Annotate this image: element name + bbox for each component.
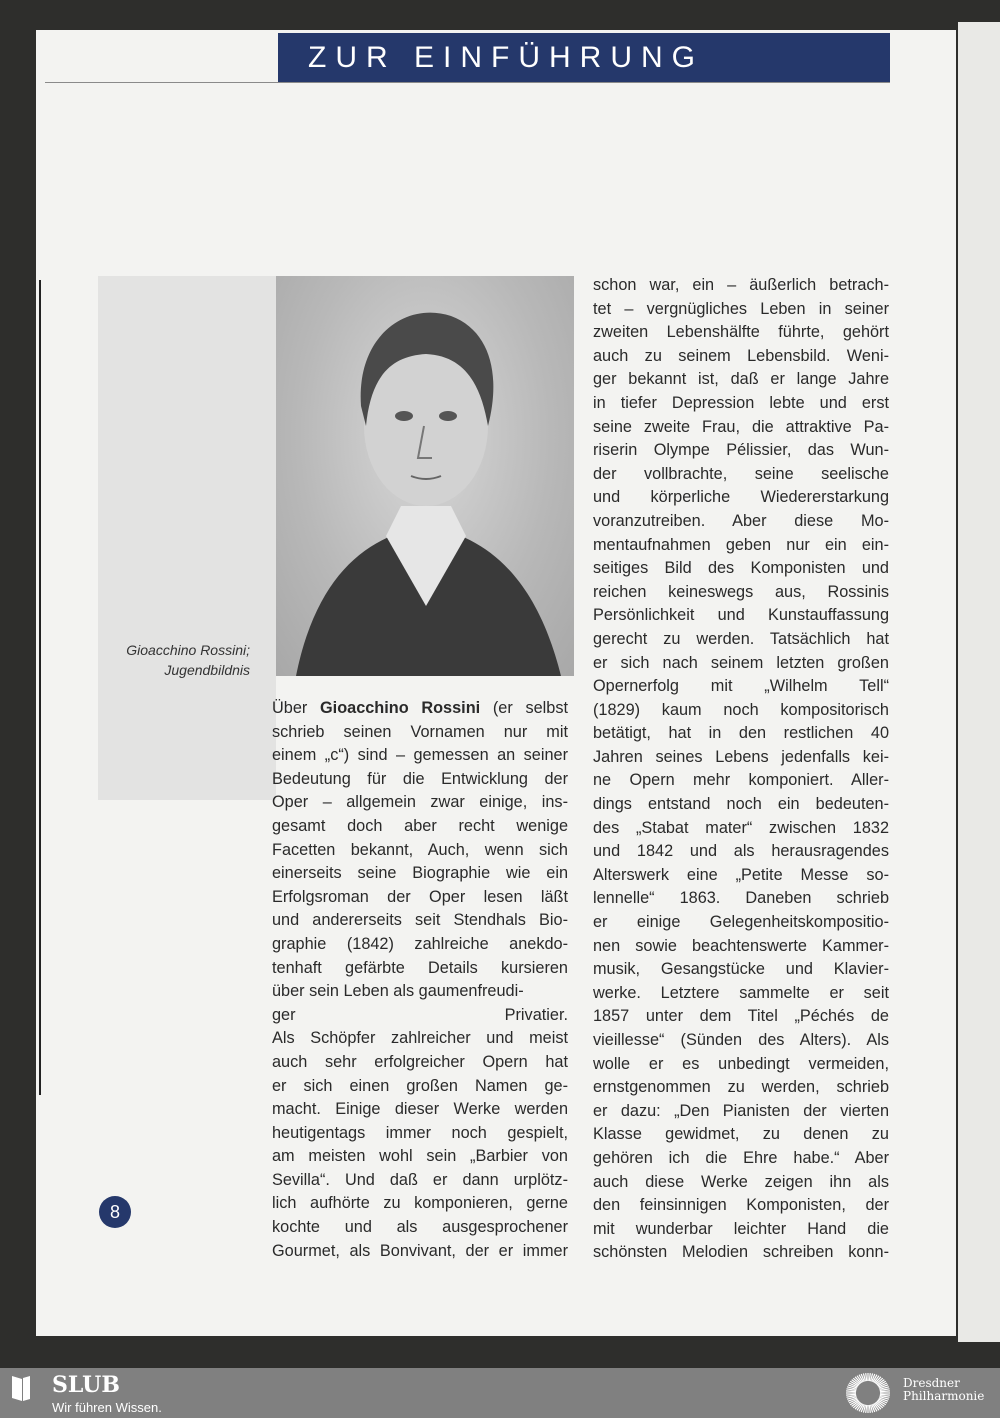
text-line: Als Schöpfer zahlreicher und meist bbox=[272, 1029, 568, 1048]
philharmonie-sun-icon bbox=[842, 1371, 894, 1415]
text-line: kochte und als ausgesprochener bbox=[272, 1218, 568, 1237]
text-line: ernstgenommen zu werden, schrieb bbox=[593, 1078, 889, 1097]
logo-line: Dresdner bbox=[903, 1376, 960, 1390]
text-line: auch zu seinem Lebensbild. Weni- bbox=[593, 346, 889, 365]
shaded-margin-panel bbox=[98, 276, 276, 800]
sun-ray bbox=[846, 1391, 856, 1392]
text-line: er dazu: „Den Pianisten der vierten bbox=[593, 1101, 889, 1120]
sun-ray bbox=[866, 1373, 867, 1381]
text-line: reichen keineswegs aus, Rossinis bbox=[593, 582, 889, 601]
text-line: Persönlichkeit und Kunstauffassung bbox=[593, 606, 889, 625]
text-line: gehören ich die Ehre habe.“ Aber bbox=[593, 1148, 889, 1167]
text-line: ger Privatier. bbox=[272, 1005, 568, 1024]
text-line: heutigentags immer noch gespielt, bbox=[272, 1123, 568, 1142]
text-line: auch diese Werke zeigen ihn als bbox=[593, 1172, 889, 1191]
text-line: schrieb seinen Vornamen nur mit bbox=[272, 722, 568, 741]
text-line: mentaufnahmen geben nur ein ein- bbox=[593, 535, 889, 554]
sun-ray bbox=[866, 1405, 867, 1413]
text-line: lennelle“ 1863. Daneben schrieb bbox=[593, 889, 889, 908]
text-line: Sevilla“. Und daß er dann urplötz- bbox=[272, 1170, 568, 1189]
caption-line: Jugendbildnis bbox=[164, 662, 250, 678]
text-line: seitiges Bild des Komponisten und bbox=[593, 559, 889, 578]
text-line: voranzutreiben. Aber diese Mo- bbox=[593, 511, 889, 530]
figure-caption bbox=[100, 640, 250, 680]
text-line: der vollbrachte, seine seelische bbox=[593, 464, 889, 483]
text-line: ger bekannt ist, daß er lange Jahre bbox=[593, 370, 889, 389]
text-line: einerseits seine Biographie wie ein bbox=[272, 864, 568, 883]
text-line: Bedeutung für die Entwicklung der bbox=[272, 769, 568, 788]
text-line: schönsten Melodien schreiben konn- bbox=[593, 1243, 889, 1262]
portrait-engraving bbox=[276, 276, 574, 676]
text-line: Erfolgsroman der Oper lesen läßt bbox=[272, 887, 568, 906]
text-column-right bbox=[593, 274, 889, 1265]
text-line: Jahren seines Lebens jedenfalls kei- bbox=[593, 747, 889, 766]
sun-ray bbox=[869, 1405, 870, 1413]
text-line: gesamt doch aber recht wenige bbox=[272, 816, 568, 835]
text-line bbox=[272, 697, 568, 721]
text-line: macht. Einige dieser Werke werden bbox=[272, 1100, 568, 1119]
text-line: Oper – allgemein zwar einige, ins- bbox=[272, 793, 568, 812]
text-line: Gourmet, als Bonvivant, der er immer bbox=[272, 1241, 568, 1260]
text-line: zweiten Lebenshälfte führte, gehört bbox=[593, 323, 889, 342]
text-line: Opernerfolg mit „Wilhelm Tell“ bbox=[593, 677, 889, 696]
slub-book-icon bbox=[10, 1374, 32, 1402]
text-line: über sein Leben als gaumenfreudi- bbox=[272, 982, 524, 1001]
section-header bbox=[278, 33, 890, 82]
philharmonie-logo[interactable] bbox=[903, 1377, 984, 1403]
text-line: des „Stabat mater“ zwischen 1832 bbox=[593, 818, 889, 837]
text-line: und andererseits seit Stendhals Bio- bbox=[272, 911, 568, 930]
text-line: riserin Olympe Pélissier, das Wun- bbox=[593, 441, 889, 460]
footer-bar bbox=[0, 1368, 1000, 1418]
text-line: Klasse gewidmet, zu denen zu bbox=[593, 1125, 889, 1144]
text-line: und 1842 und als herausragendes bbox=[593, 842, 889, 861]
text-line: auch sehr erfolgreicher Opern hat bbox=[272, 1052, 568, 1071]
section-title: ZUR EINFÜHRUNG bbox=[308, 41, 704, 74]
margin-line bbox=[39, 280, 41, 1095]
text-line: er sich nach seinem letzten großen bbox=[593, 653, 889, 672]
composer-name-bold: Gioacchino Rossini bbox=[320, 699, 481, 717]
sun-ray bbox=[846, 1394, 856, 1395]
text-line: seine zweite Frau, die attraktive Pa- bbox=[593, 417, 889, 436]
sun-ray bbox=[880, 1391, 890, 1392]
sun-ray bbox=[880, 1394, 890, 1395]
logo-line: Philharmonie bbox=[903, 1389, 985, 1403]
caption-line: Gioacchino Rossini; bbox=[126, 642, 250, 658]
text-line: Facetten bekannt, Auch, wenn sich bbox=[272, 840, 568, 859]
text-line: schon war, ein – äußerlich betrach- bbox=[593, 276, 889, 294]
text-line: musik, Gesangstücke und Klavier- bbox=[593, 960, 889, 979]
text-line: (1829) kaum noch kompositorisch bbox=[593, 700, 889, 719]
text-line: gerecht zu werden. Tatsächlich hat bbox=[593, 629, 889, 648]
text-line: 1857 unter dem Titel „Péchés de bbox=[593, 1007, 889, 1026]
text-line: tet – vergnügliches Leben in seiner bbox=[593, 299, 889, 318]
text-line: dings entstand noch ein bedeuten- bbox=[593, 795, 889, 814]
rossini-portrait-image bbox=[276, 276, 574, 676]
text-line: nen sowie beachtenswerte Kammer- bbox=[593, 936, 889, 955]
text-line: einem „c“) sind – gemessen an seiner bbox=[272, 746, 568, 765]
page-number: 8 bbox=[99, 1196, 131, 1228]
text-line: betätigt, hat in den restlichen 40 bbox=[593, 724, 889, 743]
text-column-left bbox=[272, 697, 568, 1263]
text-line: wolle er es unbedingt vermeiden, bbox=[593, 1054, 889, 1073]
adjacent-page-edge bbox=[958, 22, 1000, 1342]
text-line: am meisten wohl sein „Barbier von bbox=[272, 1147, 568, 1166]
text-line: graphie (1842) zahlreiche anekdo- bbox=[272, 934, 568, 953]
sun-ray bbox=[869, 1373, 870, 1381]
header-rule bbox=[45, 82, 890, 83]
text-run: Über bbox=[272, 699, 320, 717]
text-line: er sich einen großen Namen ge- bbox=[272, 1076, 568, 1095]
slub-logo[interactable]: SLUB bbox=[52, 1372, 120, 1398]
text-line: lich aufhörte zu komponieren, gerne bbox=[272, 1194, 568, 1213]
text-line: werke. Letztere sammelte er seit bbox=[593, 983, 889, 1002]
text-line: und körperliche Wiedererstarkung bbox=[593, 488, 889, 507]
text-line: Alterswerk eine „Petite Messe so- bbox=[593, 865, 889, 884]
text-line: tenhaft gefärbte Details kursieren bbox=[272, 958, 568, 977]
text-line: vieillesse“ (Sünden des Alters). Als bbox=[593, 1031, 889, 1049]
text-line: er einige Gelegenheitskompositio- bbox=[593, 913, 889, 932]
slub-tagline: Wir führen Wissen. bbox=[52, 1400, 162, 1415]
text-line: mit wunderbar leichter Hand die bbox=[593, 1219, 889, 1238]
text-line: den feinsinnigen Komponisten, der bbox=[593, 1196, 889, 1215]
text-line: in tiefer Depression lebte und erst bbox=[593, 393, 889, 412]
text-run: (er selbst bbox=[480, 699, 568, 717]
text-line: ne Opern mehr komponiert. Aller- bbox=[593, 771, 889, 790]
